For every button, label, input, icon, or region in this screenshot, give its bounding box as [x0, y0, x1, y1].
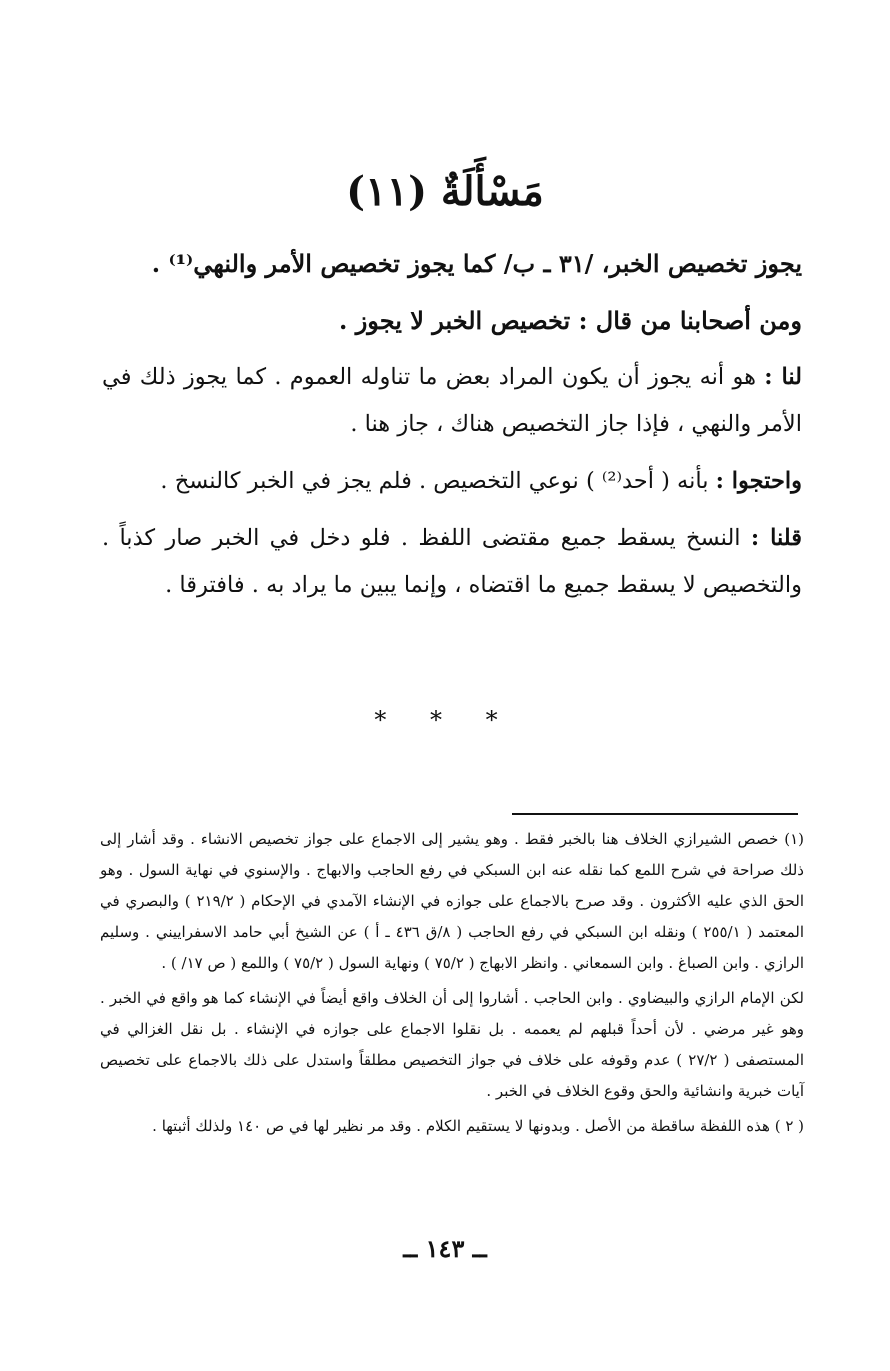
paragraph-text: هو أنه يجوز أن يكون المراد بعض ما تناوله العموم . كما يجوز ذلك في الأمر والنهي ، فإذا جاز التخصيص هناك ، جاز هنا . — [102, 364, 802, 437]
paragraph-opposing-view — [102, 297, 802, 344]
page-number: ــ ١٤٣ ــ — [403, 1234, 487, 1263]
paragraph-text: بأنه ( أحد⁽²⁾ ) نوعي التخصيص . فلم يجز في الخبر كالنسخ . — [160, 468, 709, 494]
paragraph-text: ومن أصحابنا من قال : تخصيص الخبر لا يجوز . — [339, 306, 802, 335]
paragraph-lead: واحتجوا : — [715, 468, 802, 494]
paragraph-their-argument — [102, 458, 802, 505]
section-separator: * * * — [374, 706, 516, 734]
paragraph-rebuttal — [102, 515, 802, 609]
footnote: لكن الإمام الرازي والبيضاوي . وابن الحاجب . أشاروا إلى أن الخلاف واقع أيضاً في الإنشاء كما هو واقع في الخبر . وهو غير مرضي . لأن أحداً قبلهم لم يعممه . بل نقلوا الاجماع على جوازه في الإنشاء . بل نقل الغزالي في المستصفى ( ٢٧/٢ ) عدم وقوفه على خلاف في جواز التخصيص مطلقاً واستدل على ذلك بالاجماع على تخصيص آيات خبرية وانشائية والحق وقوع الخلاف في الخبر . — [100, 989, 805, 1100]
footnote-divider — [512, 813, 798, 815]
paragraph-text: يجوز تخصيص الخبر، /٣١ ـ ب/ كما يجوز تخصيص الأمر والنهي⁽¹⁾ . — [151, 249, 802, 278]
footnotes — [100, 824, 804, 1146]
issue-heading: مَسْأَلَةٌ (١١) — [346, 168, 544, 215]
paragraph-text: النسخ يسقط جميع مقتضى اللفظ . فلو دخل في الخبر صار كذباً . والتخصيص لا يسقط جميع ما اقتضاه ، وإنما يبين ما يراد به . فافترقا . — [102, 525, 802, 598]
footnote: (١) خصص الشيرازي الخلاف هنا بالخبر فقط . وهو يشير إلى الاجماع على جواز تخصيص الانشاء . وقد أشار إلى ذلك صراحة في شرح اللمع كما نقله عنه ابن السبكي في رفع الحاجب والابهاج . والإسنوي في نهاية السول . وهو الحق الذي عليه الأكثرون . وقد صرح بالاجماع على جوازه في الإنشاء الآمدي في الإحكام ( ٢١٩/٢ ) والبصري في المعتمد ( ٢٥٥/١ ) ونقله ابن السبكي في رفع الحاجب ( ٨/ق ٤٣٦ ـ أ ) عن الشيخ أبي حامد الاسفراييني . وسليم الرازي . وابن الصباغ . وابن السمعاني . وانظر الابهاج ( ٧٥/٢ ) ونهاية السول ( ٧٥/٢ ) واللمع ( ص ١٧/ ) . — [100, 830, 804, 972]
paragraph-lead: لنا : — [764, 364, 803, 390]
footnote: ( ٢ ) هذه اللفظة ساقطة من الأصل . وبدونها لا يستقيم الكلام . وقد مر نظير لها في ص ١٤٠ ولذلك أثبتها . — [152, 1117, 804, 1135]
paragraph-lead: قلنا : — [750, 525, 802, 551]
paragraph-our-argument — [102, 354, 802, 448]
paragraph-thesis — [102, 240, 802, 287]
main-text — [102, 240, 802, 619]
